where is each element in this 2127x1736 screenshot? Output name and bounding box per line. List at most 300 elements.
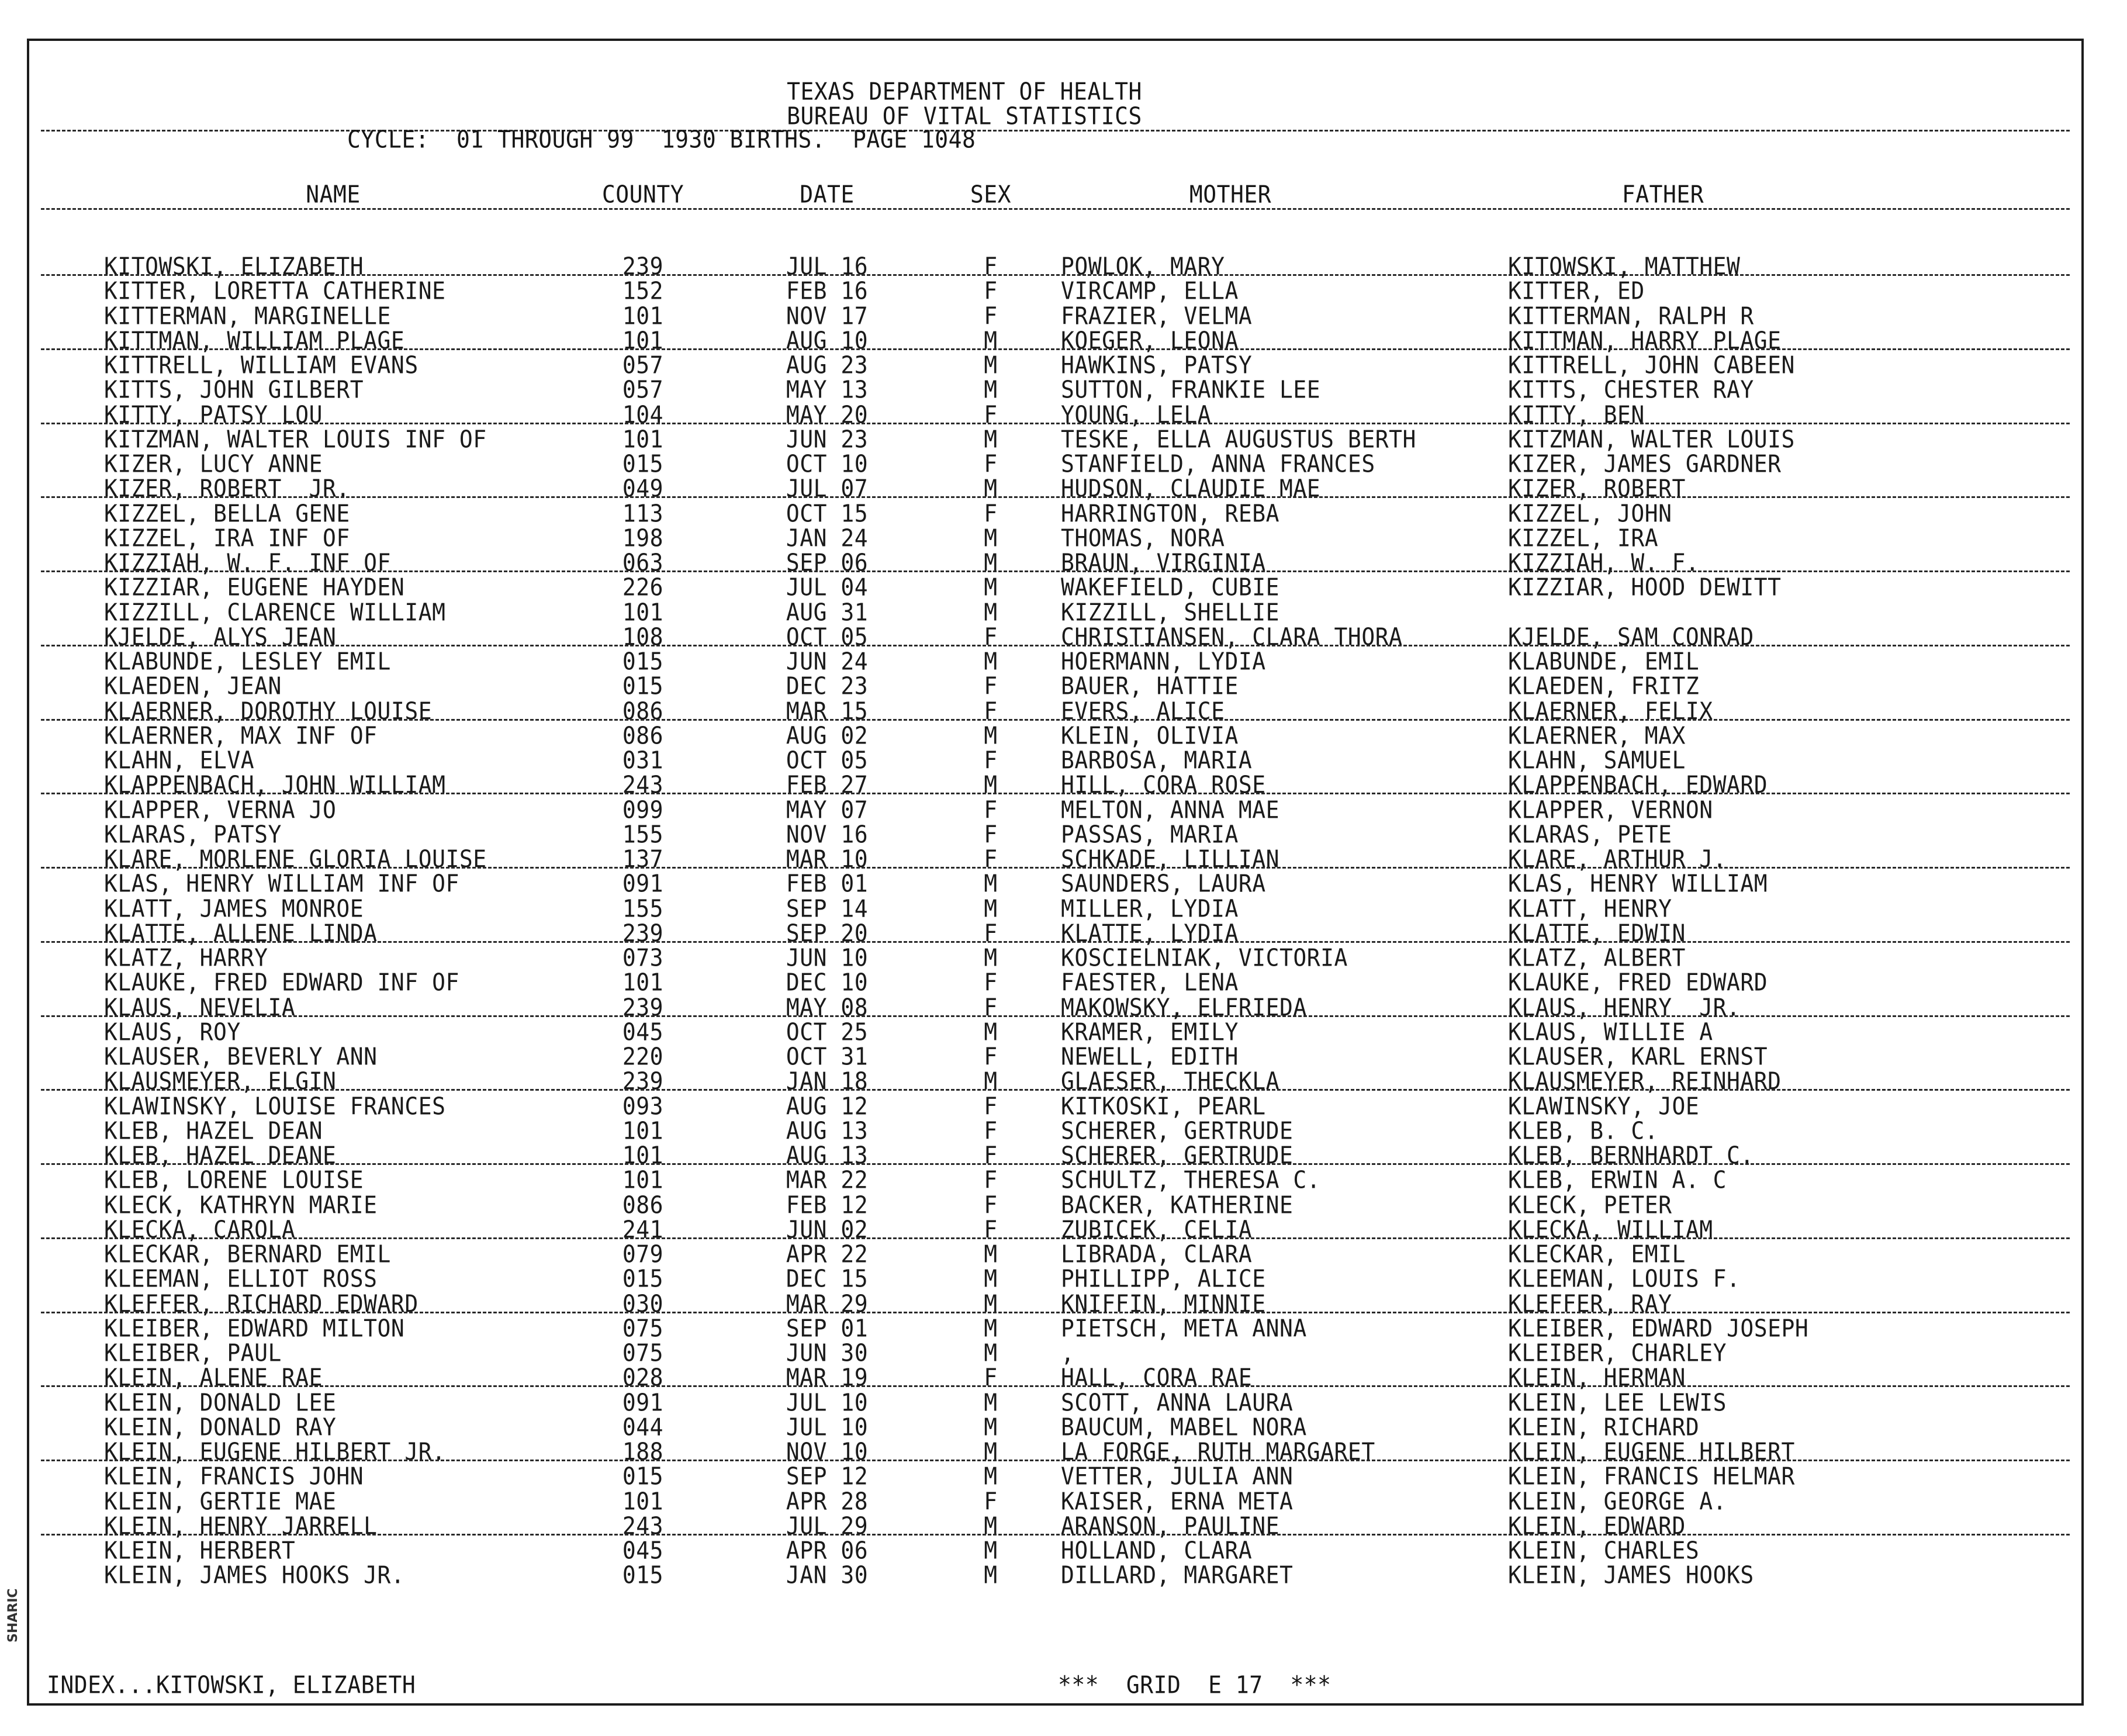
record-date: APR 22 <box>786 1240 869 1268</box>
record-date: JUN 02 <box>786 1215 869 1244</box>
record-mother: HUDSON, CLAUDIE MAE <box>1061 475 1321 503</box>
record-sex: M <box>984 326 998 355</box>
record-father: KLECK, PETER <box>1508 1191 1672 1219</box>
record-name: KLAUS, NEVELIA <box>104 993 296 1021</box>
record-sex: M <box>984 1437 998 1466</box>
bureau-title: BUREAU OF VITAL STATISTICS <box>787 102 1142 130</box>
record-county: 015 <box>622 1462 664 1491</box>
record-mother: DILLARD, MARGARET <box>1061 1561 1294 1589</box>
record-mother: KRAMER, EMILY <box>1061 1018 1239 1046</box>
record-name: KIZZILL, CLARENCE WILLIAM <box>104 598 446 626</box>
record-date: SEP 06 <box>786 548 869 577</box>
row-divider <box>41 570 2070 572</box>
record-name: KLECKAR, BERNARD EMIL <box>104 1240 391 1268</box>
record-county: 045 <box>622 1536 664 1565</box>
record-father: KLEIN, EDWARD <box>1508 1512 1686 1540</box>
record-father: KLABUNDE, EMIL <box>1508 647 1700 676</box>
record-date: SEP 01 <box>786 1314 869 1343</box>
record-mother: LA FORGE, RUTH MARGARET <box>1061 1437 1375 1466</box>
record-date: JAN 30 <box>786 1561 869 1589</box>
record-date: JUL 07 <box>786 475 869 503</box>
record-mother: KOSCIELNIAK, VICTORIA <box>1061 943 1348 972</box>
record-date: NOV 10 <box>786 1437 869 1466</box>
record-sex: M <box>984 573 998 601</box>
record-date: AUG 12 <box>786 1092 869 1120</box>
divider <box>41 130 2070 132</box>
record-date: NOV 16 <box>786 820 869 849</box>
record-name: KLAERNER, MAX INF OF <box>104 721 378 750</box>
record-sex: M <box>984 1462 998 1491</box>
record-father: KLAEDEN, FRITZ <box>1508 672 1700 700</box>
record-sex: F <box>984 1166 998 1194</box>
record-sex: F <box>984 1487 998 1515</box>
record-sex: M <box>984 376 998 404</box>
record-name: KIZZIAR, EUGENE HAYDEN <box>104 573 405 601</box>
record-name: KLAUSER, BEVERLY ANN <box>104 1042 378 1071</box>
record-father: KLEIN, LEE LEWIS <box>1508 1388 1727 1416</box>
record-mother: BRAUN, VIRGINIA <box>1061 548 1266 577</box>
record-date: OCT 15 <box>786 499 869 527</box>
col-header-father: FATHER <box>1621 180 1704 209</box>
record-father: KIZZIAR, HOOD DEWITT <box>1508 573 1782 601</box>
record-sex: F <box>984 672 998 700</box>
record-name: KLEIBER, EDWARD MILTON <box>104 1314 405 1343</box>
record-father: KITTY, BEN <box>1508 400 1645 428</box>
record-mother: GLAESER, THECKLA <box>1061 1067 1280 1095</box>
record-sex: F <box>984 400 998 428</box>
record-name: KLEFFER, RICHARD EDWARD <box>104 1289 419 1317</box>
record-county: 086 <box>622 697 664 725</box>
record-date: MAY 08 <box>786 993 869 1021</box>
record-county: 101 <box>622 1487 664 1515</box>
record-date: OCT 31 <box>786 1042 869 1071</box>
record-county: 045 <box>622 1018 664 1046</box>
record-father: KITTMAN, HARRY PLAGE <box>1508 326 1782 355</box>
index-footer: INDEX...KITOWSKI, ELIZABETH <box>47 1671 416 1699</box>
record-name: KIZZEL, IRA INF OF <box>104 524 350 552</box>
record-father: KITTS, CHESTER RAY <box>1508 376 1754 404</box>
record-mother: MELTON, ANNA MAE <box>1061 796 1280 824</box>
record-mother: EVERS, ALICE <box>1061 697 1225 725</box>
record-county: 075 <box>622 1314 664 1343</box>
record-date: AUG 10 <box>786 326 869 355</box>
record-name: KLEIN, FRANCIS JOHN <box>104 1462 364 1491</box>
cycle-line: CYCLE: 01 THROUGH 99 1930 BIRTHS. PAGE 1048 <box>347 125 976 154</box>
record-sex: M <box>984 943 998 972</box>
record-father: KLEB, B. C. <box>1508 1116 1659 1145</box>
record-mother: SCOTT, ANNA LAURA <box>1061 1388 1294 1416</box>
record-sex: M <box>984 1067 998 1095</box>
record-name: KLEIN, EUGENE HILBERT JR. <box>104 1437 446 1466</box>
record-county: 101 <box>622 1166 664 1194</box>
record-date: AUG 13 <box>786 1116 869 1145</box>
record-name: KLEIN, ALENE RAE <box>104 1364 323 1392</box>
record-mother: KOEGER, LEONA <box>1061 326 1239 355</box>
record-mother: STANFIELD, ANNA FRANCES <box>1061 449 1375 478</box>
row-divider <box>41 793 2070 794</box>
record-mother: KLEIN, OLIVIA <box>1061 721 1239 750</box>
record-county: 015 <box>622 1265 664 1293</box>
record-county: 063 <box>622 548 664 577</box>
record-date: JUL 10 <box>786 1413 869 1441</box>
record-county: 015 <box>622 647 664 676</box>
record-sex: M <box>984 351 998 379</box>
record-sex: M <box>984 1339 998 1367</box>
divider <box>41 208 2070 210</box>
record-father: KLAUSER, KARL ERNST <box>1508 1042 1768 1071</box>
record-sex: F <box>984 277 998 305</box>
record-father: KITTER, ED <box>1508 277 1645 305</box>
col-header-county: COUNTY <box>601 180 684 209</box>
row-divider <box>41 274 2070 276</box>
record-father: KLEFFER, RAY <box>1508 1289 1672 1317</box>
record-mother: MAKOWSKY, ELFRIEDA <box>1061 993 1307 1021</box>
record-father: KLEIBER, EDWARD JOSEPH <box>1508 1314 1809 1343</box>
record-date: JUN 24 <box>786 647 869 676</box>
record-county: 101 <box>622 598 664 626</box>
record-county: 243 <box>622 771 664 799</box>
record-date: FEB 12 <box>786 1191 869 1219</box>
record-date: SEP 14 <box>786 894 869 922</box>
record-date: MAY 07 <box>786 796 869 824</box>
record-name: KLEIBER, PAUL <box>104 1339 282 1367</box>
record-county: 101 <box>622 326 664 355</box>
record-mother: FRAZIER, VELMA <box>1061 302 1253 330</box>
record-sex: F <box>984 746 998 774</box>
row-divider <box>41 1163 2070 1165</box>
row-divider <box>41 645 2070 646</box>
record-mother: KAISER, ERNA META <box>1061 1487 1294 1515</box>
record-father: KLEIN, EUGENE HILBERT <box>1508 1437 1795 1466</box>
record-mother: CHRISTIANSEN, CLARA THORA <box>1061 623 1403 651</box>
record-date: AUG 23 <box>786 351 869 379</box>
record-father: KLAUS, HENRY JR. <box>1508 993 1741 1021</box>
record-county: 155 <box>622 894 664 922</box>
record-mother: LIBRADA, CLARA <box>1061 1240 1253 1268</box>
row-divider <box>41 1385 2070 1387</box>
record-county: 155 <box>622 820 664 849</box>
record-father: KLATZ, ALBERT <box>1508 943 1686 972</box>
record-sex: M <box>984 1512 998 1540</box>
record-sex: M <box>984 1388 998 1416</box>
row-divider <box>41 1534 2070 1536</box>
record-mother: VIRCAMP, ELLA <box>1061 277 1239 305</box>
record-date: OCT 05 <box>786 623 869 651</box>
record-mother: KIZZILL, SHELLIE <box>1061 598 1280 626</box>
record-mother: POWLOK, MARY <box>1061 252 1225 281</box>
record-sex: M <box>984 1289 998 1317</box>
record-county: 015 <box>622 1561 664 1589</box>
record-sex: F <box>984 820 998 849</box>
record-name: KLEIN, GERTIE MAE <box>104 1487 337 1515</box>
record-name: KJELDE, ALYS JEAN <box>104 623 337 651</box>
record-sex: F <box>984 623 998 651</box>
record-county: 101 <box>622 969 664 997</box>
record-name: KLEIN, JAMES HOOKS JR. <box>104 1561 405 1589</box>
record-father: KLAUS, WILLIE A <box>1508 1018 1713 1046</box>
record-county: 086 <box>622 721 664 750</box>
record-sex: M <box>984 1413 998 1441</box>
record-name: KLEIN, DONALD LEE <box>104 1388 337 1416</box>
record-mother: SCHERER, GERTRUDE <box>1061 1116 1294 1145</box>
record-county: 057 <box>622 376 664 404</box>
record-name: KLAPPER, VERNA JO <box>104 796 337 824</box>
record-date: MAY 13 <box>786 376 869 404</box>
record-father: KIZZEL, JOHN <box>1508 499 1672 527</box>
record-date: MAR 22 <box>786 1166 869 1194</box>
record-mother: KLATTE, LYDIA <box>1061 919 1239 947</box>
record-sex: M <box>984 1018 998 1046</box>
record-county: 015 <box>622 449 664 478</box>
col-header-sex: SEX <box>970 180 1012 209</box>
record-sex: F <box>984 1215 998 1244</box>
record-name: KITTERMAN, MARGINELLE <box>104 302 391 330</box>
record-mother: SAUNDERS, LAURA <box>1061 870 1266 898</box>
record-mother: BARBOSA, MARIA <box>1061 746 1253 774</box>
record-sex: M <box>984 870 998 898</box>
record-name: KLEIN, DONALD RAY <box>104 1413 337 1441</box>
record-father: KLEIN, RICHARD <box>1508 1413 1700 1441</box>
record-date: AUG 31 <box>786 598 869 626</box>
record-county: 031 <box>622 746 664 774</box>
record-name: KIZZIAH, W. F. INF OF <box>104 548 391 577</box>
record-mother: BAUCUM, MABEL NORA <box>1061 1413 1307 1441</box>
col-header-mother: MOTHER <box>1189 180 1272 209</box>
record-name: KITTER, LORETTA CATHERINE <box>104 277 446 305</box>
record-sex: F <box>984 796 998 824</box>
record-sex: F <box>984 845 998 873</box>
record-father: KLAPPENBACH, EDWARD <box>1508 771 1768 799</box>
record-county: 101 <box>622 1141 664 1170</box>
record-father: KLAPPER, VERNON <box>1508 796 1713 824</box>
record-sex: M <box>984 1240 998 1268</box>
record-county: 152 <box>622 277 664 305</box>
record-date: JUL 29 <box>786 1512 869 1540</box>
record-name: KIZER, ROBERT JR. <box>104 475 350 503</box>
record-sex: M <box>984 548 998 577</box>
record-father: KLEB, BERNHARDT C. <box>1508 1141 1754 1170</box>
record-mother: THOMAS, NORA <box>1061 524 1225 552</box>
record-sex: M <box>984 721 998 750</box>
record-date: MAR 15 <box>786 697 869 725</box>
record-county: 113 <box>622 499 664 527</box>
record-father: KLEIN, HERMAN <box>1508 1364 1686 1392</box>
record-date: SEP 12 <box>786 1462 869 1491</box>
record-mother: NEWELL, EDITH <box>1061 1042 1239 1071</box>
record-name: KLAWINSKY, LOUISE FRANCES <box>104 1092 446 1120</box>
record-name: KLEB, HAZEL DEANE <box>104 1141 337 1170</box>
record-father: KIZZEL, IRA <box>1508 524 1659 552</box>
record-mother: FAESTER, LENA <box>1061 969 1239 997</box>
record-mother: YOUNG, LELA <box>1061 400 1212 428</box>
record-name: KIZZEL, BELLA GENE <box>104 499 350 527</box>
record-mother: SCHERER, GERTRUDE <box>1061 1141 1294 1170</box>
record-sex: M <box>984 425 998 454</box>
record-county: 188 <box>622 1437 664 1466</box>
record-county: 099 <box>622 796 664 824</box>
side-label: SHARIC <box>6 1588 20 1642</box>
row-divider <box>41 1312 2070 1313</box>
record-name: KLAUS, ROY <box>104 1018 241 1046</box>
record-date: JUN 23 <box>786 425 869 454</box>
agency-title: TEXAS DEPARTMENT OF HEALTH <box>787 77 1142 106</box>
record-father: KLEIN, CHARLES <box>1508 1536 1700 1565</box>
record-name: KLAEDEN, JEAN <box>104 672 282 700</box>
record-sex: M <box>984 598 998 626</box>
record-date: MAY 20 <box>786 400 869 428</box>
record-date: SEP 20 <box>786 919 869 947</box>
record-name: KLATTE, ALLENE LINDA <box>104 919 378 947</box>
col-header-date: DATE <box>800 180 855 209</box>
record-mother: TESKE, ELLA AUGUSTUS BERTH <box>1061 425 1416 454</box>
record-county: 239 <box>622 1067 664 1095</box>
record-mother: HARRINGTON, REBA <box>1061 499 1280 527</box>
row-divider <box>41 941 2070 943</box>
record-sex: F <box>984 1092 998 1120</box>
record-sex: F <box>984 969 998 997</box>
record-mother: KNIFFIN, MINNIE <box>1061 1289 1266 1317</box>
record-date: JUN 30 <box>786 1339 869 1367</box>
record-date: AUG 13 <box>786 1141 869 1170</box>
record-sex: F <box>984 993 998 1021</box>
microfiche-page <box>27 39 2084 1706</box>
row-divider <box>41 1089 2070 1091</box>
record-county: 093 <box>622 1092 664 1120</box>
record-mother: ZUBICEK, CELIA <box>1061 1215 1253 1244</box>
record-father: KLAUSMEYER, REINHARD <box>1508 1067 1782 1095</box>
record-mother: KITKOSKI, PEARL <box>1061 1092 1266 1120</box>
record-date: JUL 10 <box>786 1388 869 1416</box>
record-sex: F <box>984 1141 998 1170</box>
record-date: APR 28 <box>786 1487 869 1515</box>
record-name: KITTRELL, WILLIAM EVANS <box>104 351 419 379</box>
record-father: KLAERNER, FELIX <box>1508 697 1713 725</box>
record-sex: F <box>984 697 998 725</box>
record-county: 091 <box>622 870 664 898</box>
record-name: KLAPPENBACH, JOHN WILLIAM <box>104 771 446 799</box>
record-father: KLECKAR, EMIL <box>1508 1240 1686 1268</box>
record-name: KLATT, JAMES MONROE <box>104 894 364 922</box>
record-county: 243 <box>622 1512 664 1540</box>
record-mother: WAKEFIELD, CUBIE <box>1061 573 1280 601</box>
record-county: 137 <box>622 845 664 873</box>
record-mother: VETTER, JULIA ANN <box>1061 1462 1294 1491</box>
record-name: KLEIN, HERBERT <box>104 1536 296 1565</box>
record-date: DEC 15 <box>786 1265 869 1293</box>
row-divider <box>41 1237 2070 1239</box>
record-name: KITZMAN, WALTER LOUIS INF OF <box>104 425 487 454</box>
record-name: KLECKA, CAROLA <box>104 1215 296 1244</box>
record-name: KIZER, LUCY ANNE <box>104 449 323 478</box>
record-name: KLATZ, HARRY <box>104 943 268 972</box>
record-mother: , <box>1061 1339 1075 1367</box>
row-divider <box>41 867 2070 869</box>
record-name: KLABUNDE, LESLEY EMIL <box>104 647 391 676</box>
record-date: MAR 29 <box>786 1289 869 1317</box>
record-county: 239 <box>622 252 664 281</box>
record-date: FEB 01 <box>786 870 869 898</box>
record-name: KLEIN, HENRY JARRELL <box>104 1512 378 1540</box>
record-sex: F <box>984 919 998 947</box>
record-sex: M <box>984 1536 998 1565</box>
record-county: 044 <box>622 1413 664 1441</box>
record-father: KLATTE, EDWIN <box>1508 919 1686 947</box>
record-sex: M <box>984 524 998 552</box>
record-mother: HALL, CORA RAE <box>1061 1364 1253 1392</box>
record-sex: F <box>984 252 998 281</box>
record-father: KITTERMAN, RALPH R <box>1508 302 1754 330</box>
record-date: NOV 17 <box>786 302 869 330</box>
record-mother: SCHKADE, LILLIAN <box>1061 845 1280 873</box>
record-name: KITTMAN, WILLIAM PLAGE <box>104 326 405 355</box>
record-county: 057 <box>622 351 664 379</box>
record-father: KLEIN, JAMES HOOKS <box>1508 1561 1754 1589</box>
grid-footer: *** GRID E 17 *** <box>1058 1671 1331 1699</box>
record-father: KJELDE, SAM CONRAD <box>1508 623 1754 651</box>
record-father: KLARE, ARTHUR J. <box>1508 845 1727 873</box>
record-date: OCT 05 <box>786 746 869 774</box>
record-sex: F <box>984 1042 998 1071</box>
record-county: 049 <box>622 475 664 503</box>
record-father: KIZER, ROBERT <box>1508 475 1686 503</box>
record-county: 241 <box>622 1215 664 1244</box>
record-date: AUG 02 <box>786 721 869 750</box>
record-mother: BAUER, HATTIE <box>1061 672 1239 700</box>
record-date: JAN 18 <box>786 1067 869 1095</box>
record-date: JUL 16 <box>786 252 869 281</box>
record-county: 079 <box>622 1240 664 1268</box>
record-county: 239 <box>622 993 664 1021</box>
record-date: FEB 16 <box>786 277 869 305</box>
record-name: KLAHN, ELVA <box>104 746 255 774</box>
record-mother: ARANSON, PAULINE <box>1061 1512 1280 1540</box>
record-father: KLEIN, FRANCIS HELMAR <box>1508 1462 1795 1491</box>
record-father: KLECKA, WILLIAM <box>1508 1215 1713 1244</box>
record-county: 108 <box>622 623 664 651</box>
record-father: KLEB, ERWIN A. C <box>1508 1166 1727 1194</box>
record-sex: F <box>984 499 998 527</box>
row-divider <box>41 1460 2070 1461</box>
record-father: KLATT, HENRY <box>1508 894 1672 922</box>
record-mother: SCHULTZ, THERESA C. <box>1061 1166 1321 1194</box>
record-name: KLARE, MORLENE GLORIA LOUISE <box>104 845 487 873</box>
record-county: 198 <box>622 524 664 552</box>
record-name: KLAUKE, FRED EDWARD INF OF <box>104 969 459 997</box>
record-mother: PASSAS, MARIA <box>1061 820 1239 849</box>
record-date: OCT 25 <box>786 1018 869 1046</box>
record-mother: HAWKINS, PATSY <box>1061 351 1253 379</box>
record-mother: HOERMANN, LYDIA <box>1061 647 1266 676</box>
record-name: KLAERNER, DOROTHY LOUISE <box>104 697 433 725</box>
record-sex: M <box>984 894 998 922</box>
row-divider <box>41 348 2070 350</box>
record-county: 104 <box>622 400 664 428</box>
record-county: 073 <box>622 943 664 972</box>
record-county: 239 <box>622 919 664 947</box>
record-mother: HILL, CORA ROSE <box>1061 771 1266 799</box>
record-name: KITOWSKI, ELIZABETH <box>104 252 364 281</box>
record-county: 030 <box>622 1289 664 1317</box>
record-mother: MILLER, LYDIA <box>1061 894 1239 922</box>
record-county: 091 <box>622 1388 664 1416</box>
record-date: DEC 23 <box>786 672 869 700</box>
record-name: KITTY, PATSY LOU <box>104 400 323 428</box>
record-date: JAN 24 <box>786 524 869 552</box>
record-mother: SUTTON, FRANKIE LEE <box>1061 376 1321 404</box>
record-county: 226 <box>622 573 664 601</box>
record-county: 086 <box>622 1191 664 1219</box>
record-county: 101 <box>622 302 664 330</box>
